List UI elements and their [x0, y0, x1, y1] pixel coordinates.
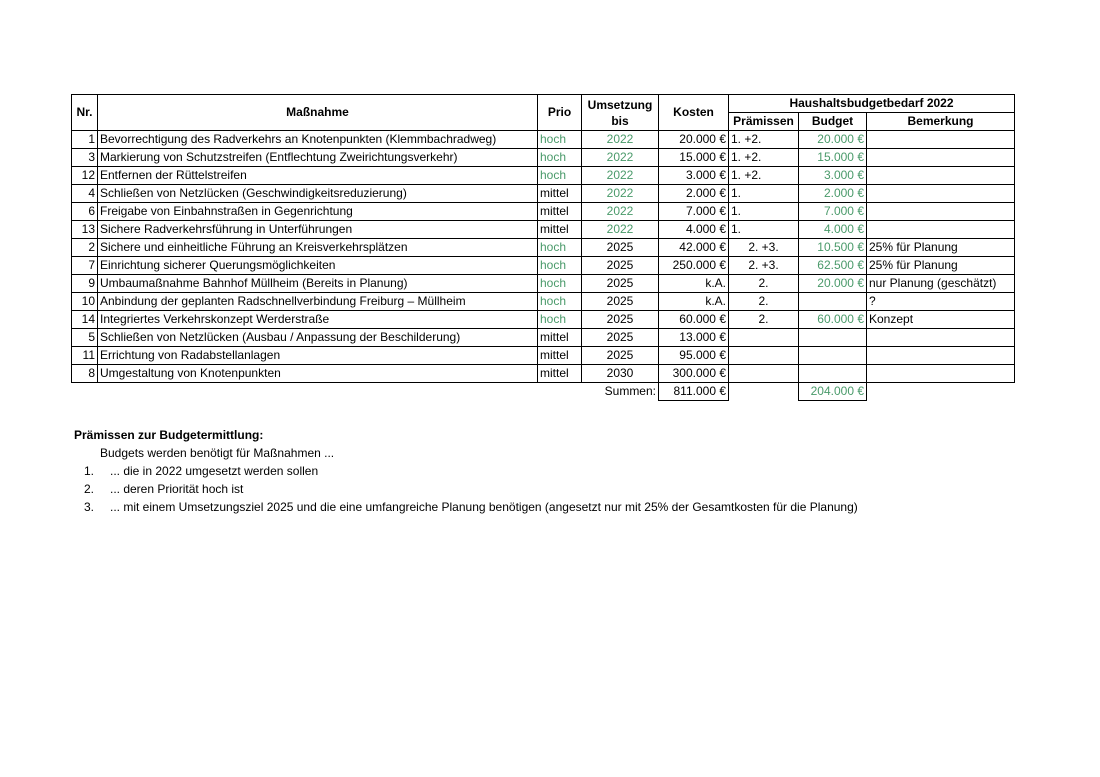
- cell-praemissen: 2.: [729, 293, 799, 311]
- cell-umsetzung: 2022: [582, 185, 659, 203]
- cell-massnahme: Bevorrechtigung des Radverkehrs an Knotenpunkten (Klemmbachradweg): [98, 131, 538, 149]
- table-row: [72, 203, 1015, 221]
- cell-umsetzung: 2025: [582, 239, 659, 257]
- sum-row: [72, 383, 1015, 401]
- cell-massnahme: Schließen von Netzlücken (Ausbau / Anpassung der Beschilderung): [98, 329, 538, 347]
- cell-massnahme: Umgestaltung von Knotenpunkten: [98, 365, 538, 383]
- cell-praemissen: 2. +3.: [729, 257, 799, 275]
- cell-budget: 4.000 €: [799, 221, 867, 239]
- cell-prio: hoch: [538, 311, 582, 329]
- cell-prio: hoch: [538, 149, 582, 167]
- cell-nr: 11: [72, 347, 98, 365]
- cell-budget: 2.000 €: [799, 185, 867, 203]
- budget-table: [71, 94, 1015, 401]
- cell-massnahme: Markierung von Schutzstreifen (Entflechtung Zweirichtungsverkehr): [98, 149, 538, 167]
- cell-kosten: 60.000 €: [659, 311, 729, 329]
- cell-prio: mittel: [538, 221, 582, 239]
- cell-nr: 5: [72, 329, 98, 347]
- cell-praemissen: 2. +3.: [729, 239, 799, 257]
- cell-budget: [799, 365, 867, 383]
- cell-umsetzung: 2022: [582, 221, 659, 239]
- cell-massnahme: Freigabe von Einbahnstraßen in Gegenrichtung: [98, 203, 538, 221]
- cell-praemissen: 1.: [729, 185, 799, 203]
- header-budget: Budget: [799, 113, 867, 131]
- cell-massnahme: Sichere Radverkehrsführung in Unterführungen: [98, 221, 538, 239]
- premise-text: ... mit einem Umsetzungsziel 2025 und die eine umfangreiche Planung benötigen (angesetzt nur mit 25% der Gesamtkosten für die Planung): [110, 500, 858, 514]
- cell-massnahme: Schließen von Netzlücken (Geschwindigkeitsreduzierung): [98, 185, 538, 203]
- table-row: [72, 365, 1015, 383]
- cell-umsetzung: 2025: [582, 293, 659, 311]
- premise-number: 2.: [84, 482, 95, 496]
- cell-prio: mittel: [538, 365, 582, 383]
- cell-prio: hoch: [538, 167, 582, 185]
- cell-kosten: 250.000 €: [659, 257, 729, 275]
- cell-kosten: 300.000 €: [659, 365, 729, 383]
- cell-budget: 15.000 €: [799, 149, 867, 167]
- cell-prio: hoch: [538, 131, 582, 149]
- header-umsetzung: Umsetzung bis: [582, 95, 659, 131]
- sum-label: Summen:: [604, 384, 656, 399]
- sum-budget: 204.000 €: [799, 383, 867, 401]
- cell-budget: [799, 329, 867, 347]
- cell-budget: 20.000 €: [799, 275, 867, 293]
- cell-massnahme: Sichere und einheitliche Führung an Kreisverkehrsplätzen: [98, 239, 538, 257]
- cell-bemerkung: ?: [867, 293, 1015, 311]
- cell-umsetzung: 2030: [582, 365, 659, 383]
- header-massnahme: Maßnahme: [98, 95, 538, 131]
- cell-bemerkung: [867, 221, 1015, 239]
- cell-nr: 12: [72, 167, 98, 185]
- table-body: [72, 131, 1015, 383]
- cell-budget: 60.000 €: [799, 311, 867, 329]
- cell-prio: hoch: [538, 239, 582, 257]
- cell-umsetzung: 2025: [582, 347, 659, 365]
- header-prio: Prio: [538, 95, 582, 131]
- cell-budget: 3.000 €: [799, 167, 867, 185]
- cell-prio: mittel: [538, 329, 582, 347]
- cell-kosten: 2.000 €: [659, 185, 729, 203]
- sum-spacer-end: [867, 383, 1015, 401]
- cell-bemerkung: [867, 203, 1015, 221]
- header-haushaltsbudgetbedarf: Haushaltsbudgetbedarf 2022: [729, 95, 1015, 113]
- cell-umsetzung: 2025: [582, 257, 659, 275]
- cell-praemissen: 2.: [729, 275, 799, 293]
- cell-praemissen: 2.: [729, 311, 799, 329]
- cell-bemerkung: [867, 131, 1015, 149]
- table-row: [72, 221, 1015, 239]
- cell-bemerkung: [867, 167, 1015, 185]
- header-bemerkung: Bemerkung: [867, 113, 1015, 131]
- cell-nr: 6: [72, 203, 98, 221]
- table-row: [72, 167, 1015, 185]
- cell-umsetzung: 2022: [582, 131, 659, 149]
- cell-umsetzung: 2022: [582, 203, 659, 221]
- header-praemissen: Prämissen: [729, 113, 799, 131]
- cell-praemissen: [729, 347, 799, 365]
- table-row: [72, 347, 1015, 365]
- cell-bemerkung: [867, 365, 1015, 383]
- cell-kosten: 13.000 €: [659, 329, 729, 347]
- premises-intro: Budgets werden benötigt für Maßnahmen ...: [100, 446, 335, 460]
- cell-kosten: k.A.: [659, 275, 729, 293]
- cell-bemerkung: [867, 149, 1015, 167]
- cell-kosten: 42.000 €: [659, 239, 729, 257]
- premises-title: Prämissen zur Budgetermittlung:: [74, 428, 264, 442]
- sum-kosten: 811.000 €: [659, 383, 729, 401]
- cell-kosten: k.A.: [659, 293, 729, 311]
- premise-text: ... deren Priorität hoch ist: [110, 482, 244, 496]
- cell-nr: 2: [72, 239, 98, 257]
- cell-nr: 10: [72, 293, 98, 311]
- cell-bemerkung: nur Planung (geschätzt): [867, 275, 1015, 293]
- table-row: [72, 275, 1015, 293]
- cell-umsetzung: 2022: [582, 167, 659, 185]
- cell-kosten: 3.000 €: [659, 167, 729, 185]
- cell-kosten: 4.000 €: [659, 221, 729, 239]
- cell-budget: 62.500 €: [799, 257, 867, 275]
- cell-umsetzung: 2025: [582, 275, 659, 293]
- cell-budget: [799, 293, 867, 311]
- cell-nr: 9: [72, 275, 98, 293]
- cell-praemissen: 1. +2.: [729, 131, 799, 149]
- cell-bemerkung: [867, 347, 1015, 365]
- cell-prio: mittel: [538, 347, 582, 365]
- cell-kosten: 7.000 €: [659, 203, 729, 221]
- cell-praemissen: [729, 365, 799, 383]
- cell-kosten: 20.000 €: [659, 131, 729, 149]
- cell-prio: hoch: [538, 275, 582, 293]
- cell-budget: 7.000 €: [799, 203, 867, 221]
- cell-umsetzung: 2022: [582, 149, 659, 167]
- cell-bemerkung: Konzept: [867, 311, 1015, 329]
- premises-list: [74, 462, 858, 516]
- cell-praemissen: [729, 329, 799, 347]
- cell-prio: mittel: [538, 203, 582, 221]
- cell-budget: 20.000 €: [799, 131, 867, 149]
- cell-prio: hoch: [538, 257, 582, 275]
- premise-number: 1.: [84, 464, 95, 478]
- premise-item: [74, 498, 858, 516]
- cell-nr: 4: [72, 185, 98, 203]
- table-row: [72, 149, 1015, 167]
- cell-bemerkung: 25% für Planung: [867, 239, 1015, 257]
- cell-praemissen: 1. +2.: [729, 167, 799, 185]
- cell-praemissen: 1. +2.: [729, 149, 799, 167]
- cell-bemerkung: [867, 329, 1015, 347]
- cell-massnahme: Errichtung von Radabstellanlagen: [98, 347, 538, 365]
- premise-text: ... die in 2022 umgesetzt werden sollen: [110, 464, 319, 478]
- premise-item: [74, 480, 858, 498]
- cell-praemissen: 1.: [729, 203, 799, 221]
- cell-massnahme: Umbaumaßnahme Bahnhof Müllheim (Bereits in Planung): [98, 275, 538, 293]
- header-kosten: Kosten: [659, 95, 729, 131]
- table-row: [72, 329, 1015, 347]
- sum-spacer: [729, 383, 799, 401]
- cell-nr: 14: [72, 311, 98, 329]
- table-row: [72, 185, 1015, 203]
- cell-prio: mittel: [538, 185, 582, 203]
- cell-budget: [799, 347, 867, 365]
- table-row: [72, 131, 1015, 149]
- cell-massnahme: Einrichtung sicherer Querungsmöglichkeiten: [98, 257, 538, 275]
- table-row: [72, 311, 1015, 329]
- cell-kosten: 15.000 €: [659, 149, 729, 167]
- cell-nr: 8: [72, 365, 98, 383]
- premises-section: [74, 426, 858, 516]
- premise-number: 3.: [84, 500, 95, 514]
- cell-massnahme: Entfernen der Rüttelstreifen: [98, 167, 538, 185]
- table-row: [72, 293, 1015, 311]
- cell-umsetzung: 2025: [582, 311, 659, 329]
- table-row: [72, 257, 1015, 275]
- cell-nr: 13: [72, 221, 98, 239]
- cell-massnahme: Anbindung der geplanten Radschnellverbindung Freiburg – Müllheim: [98, 293, 538, 311]
- premise-item: [74, 462, 858, 480]
- cell-massnahme: Integriertes Verkehrskonzept Werderstraße: [98, 311, 538, 329]
- cell-bemerkung: 25% für Planung: [867, 257, 1015, 275]
- cell-prio: hoch: [538, 293, 582, 311]
- cell-budget: 10.500 €: [799, 239, 867, 257]
- cell-kosten: 95.000 €: [659, 347, 729, 365]
- header-nr: Nr.: [72, 95, 98, 131]
- cell-bemerkung: [867, 185, 1015, 203]
- table-row: [72, 239, 1015, 257]
- cell-nr: 7: [72, 257, 98, 275]
- cell-umsetzung: 2025: [582, 329, 659, 347]
- cell-nr: 3: [72, 149, 98, 167]
- cell-praemissen: 1.: [729, 221, 799, 239]
- cell-nr: 1: [72, 131, 98, 149]
